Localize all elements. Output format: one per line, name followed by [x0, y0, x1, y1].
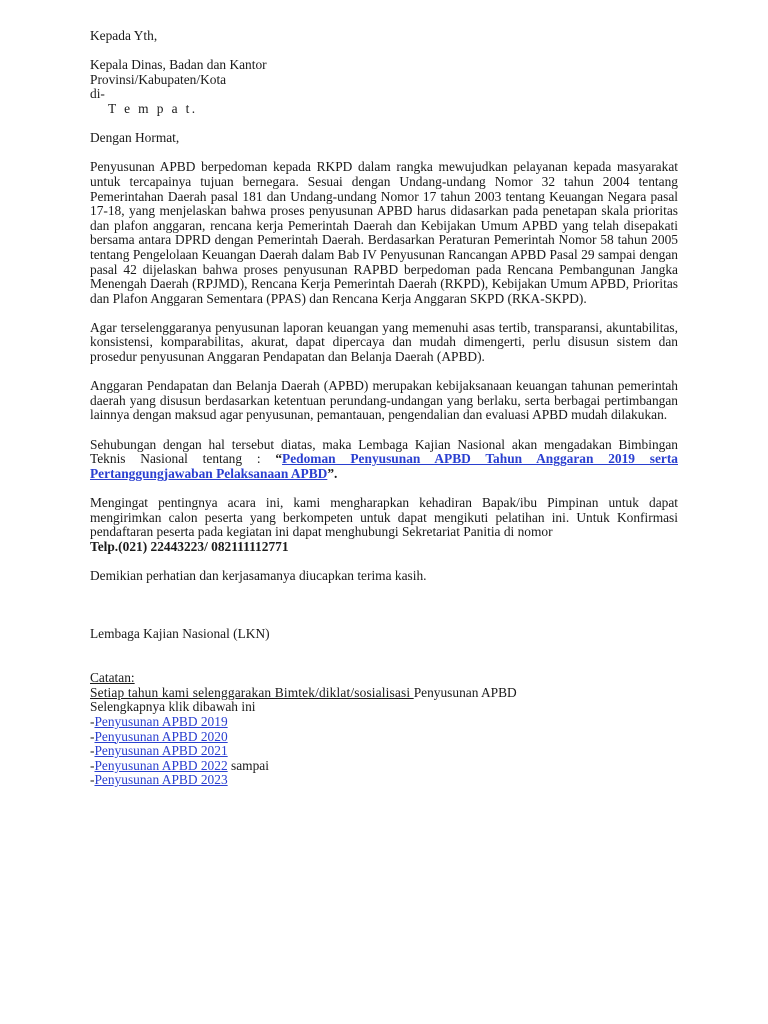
link-apbd-2019[interactable]: Penyusunan APBD 2019 [94, 713, 228, 729]
recipient-line-4: T e m p a t. [108, 100, 198, 116]
seminar-title-link[interactable]: Pedoman Penyusunan APBD Tahun Anggaran 2019 serta Pertanggungjawaban Pelaksanaan APBD [90, 451, 678, 481]
notes-title: Catatan: [90, 670, 135, 686]
salutation: Kepada Yth, [90, 28, 158, 43]
link-apbd-2021[interactable]: Penyusunan APBD 2021 [94, 743, 228, 759]
notes-link-list [90, 715, 678, 788]
paragraph-4-intro: Sehubungan dengan hal tersebut diatas, maka Lembaga Kajian Nasional akan mengadakan Bimbingan Teknis Nasional tentang : [90, 436, 678, 467]
closing: Demikian perhatian dan kerjasamanya diucapkan terima kasih. [90, 567, 427, 583]
phone-number: Telp.(021) 22443223/ 082111112771 [90, 538, 289, 554]
paragraph-2: Agar terselenggaranya penyusunan laporan keuangan yang memenuhi asas tertib, transparansi, akuntabilitas, konsistensi, komparabilitas, akurat, dapat dipercaya dan mudah dimengerti, perlu disusun sistem dan prosedur penyusunan Anggaran Pendapatan dan Belanja Daerah (APBD). [90, 319, 678, 365]
paragraph-1: Penyusunan APBD berpedoman kepada RKPD dalam rangka mewujudkan pelayanan kepada masyarakat untuk tercapainya tujuan bernegara. Sesuai dengan Undang-undang Nomor 32 tahun 2004 tentang Pemerintahan Daerah pasal 181 dan Undang-undang Nomor 17 tahun 2003 tentang Keuangan Negara pasal 17-18, yang menjelaskan bahwa proses penyusunan APBD harus didasarkan pada penetapan skala prioritas dan plafon anggaran, rencana kerja Pemerintah Daerah dan Kebijakan Umum APBD yang telah disepakati bersama antara DPRD dengan Pemerintah Daerah. Berdasarkan Peraturan Pemerintah Nomor 58 tahun 2005 tentang Pengelolaan Keuangan Daerah dalam Bab IV Penyusunan Rancangan APBD Pasal 29 sampai dengan pasal 42 dijelaskan bahwa proses penyusunan RAPBD berpedoman pada Rencana Pembangunan Jangka Menengah Daerah (RPJMD), Rencana Kerja Pemerintah Daerah (RKPD), Kebijakan Umum APBD, Prioritas dan Plafon Anggaran Sementara (PPAS) dan Rencana Kerja Anggaran SKPD (RKA-SKPD). [90, 159, 678, 306]
list-item: -Penyusunan APBD 2021 [90, 743, 228, 759]
greeting: Dengan Hormat, [90, 130, 180, 146]
recipient-line-1: Kepala Dinas, Badan dan Kantor [90, 57, 267, 73]
paragraph-4 [90, 438, 678, 482]
notes-line-1 [90, 686, 678, 701]
notes-line-2: Selengkapnya klik dibawah ini [90, 699, 256, 715]
notes-line-1-underlined: Setiap tahun kami selenggarakan Bimtek/diklat/sosialisasi [90, 684, 414, 700]
paragraph-3: Anggaran Pendapatan dan Belanja Daerah (APBD) merupakan kebijaksanaan keuangan tahunan pemerintah daerah yang disusun berdasarkan ketentuan perundang-undangan yang berlaku, serta berbagai pertimbangan lainnya dengan maksud agar penyusunan, pemantauan, pengendalian dan evaluasi APBD mudah dilakukan. [90, 378, 678, 423]
list-item: -Penyusunan APBD 2022 sampai [90, 757, 269, 773]
link-apbd-2020[interactable]: Penyusunan APBD 2020 [94, 728, 228, 744]
open-quote: “ [275, 451, 283, 467]
letter-page [90, 29, 678, 788]
close-quote: ”. [327, 465, 338, 481]
recipient-line-2: Provinsi/Kabupaten/Kota [90, 71, 227, 87]
notes-line-1-rest: Penyusunan APBD [413, 684, 517, 700]
signature: Lembaga Kajian Nasional (LKN) [90, 626, 270, 642]
link-apbd-2022[interactable]: Penyusunan APBD 2022 [94, 757, 228, 773]
list-item: -Penyusunan APBD 2019 [90, 713, 228, 729]
link-apbd-2023[interactable]: Penyusunan APBD 2023 [94, 772, 228, 788]
list-item: -Penyusunan APBD 2020 [90, 728, 228, 744]
list-item: -Penyusunan APBD 2023 [90, 772, 228, 788]
recipient-line-3: di- [90, 86, 105, 102]
paragraph-5: Mengingat pentingnya acara ini, kami mengharapkan kehadiran Bapak/ibu Pimpinan untuk dapat mengirimkan calon peserta yang berkompeten untuk dapat mengikuti pelatihan ini. Untuk Konfirmasi pendaftaran peserta pada kegiatan ini dapat menghubungi Sekretariat Panitia di nomor [90, 495, 678, 540]
